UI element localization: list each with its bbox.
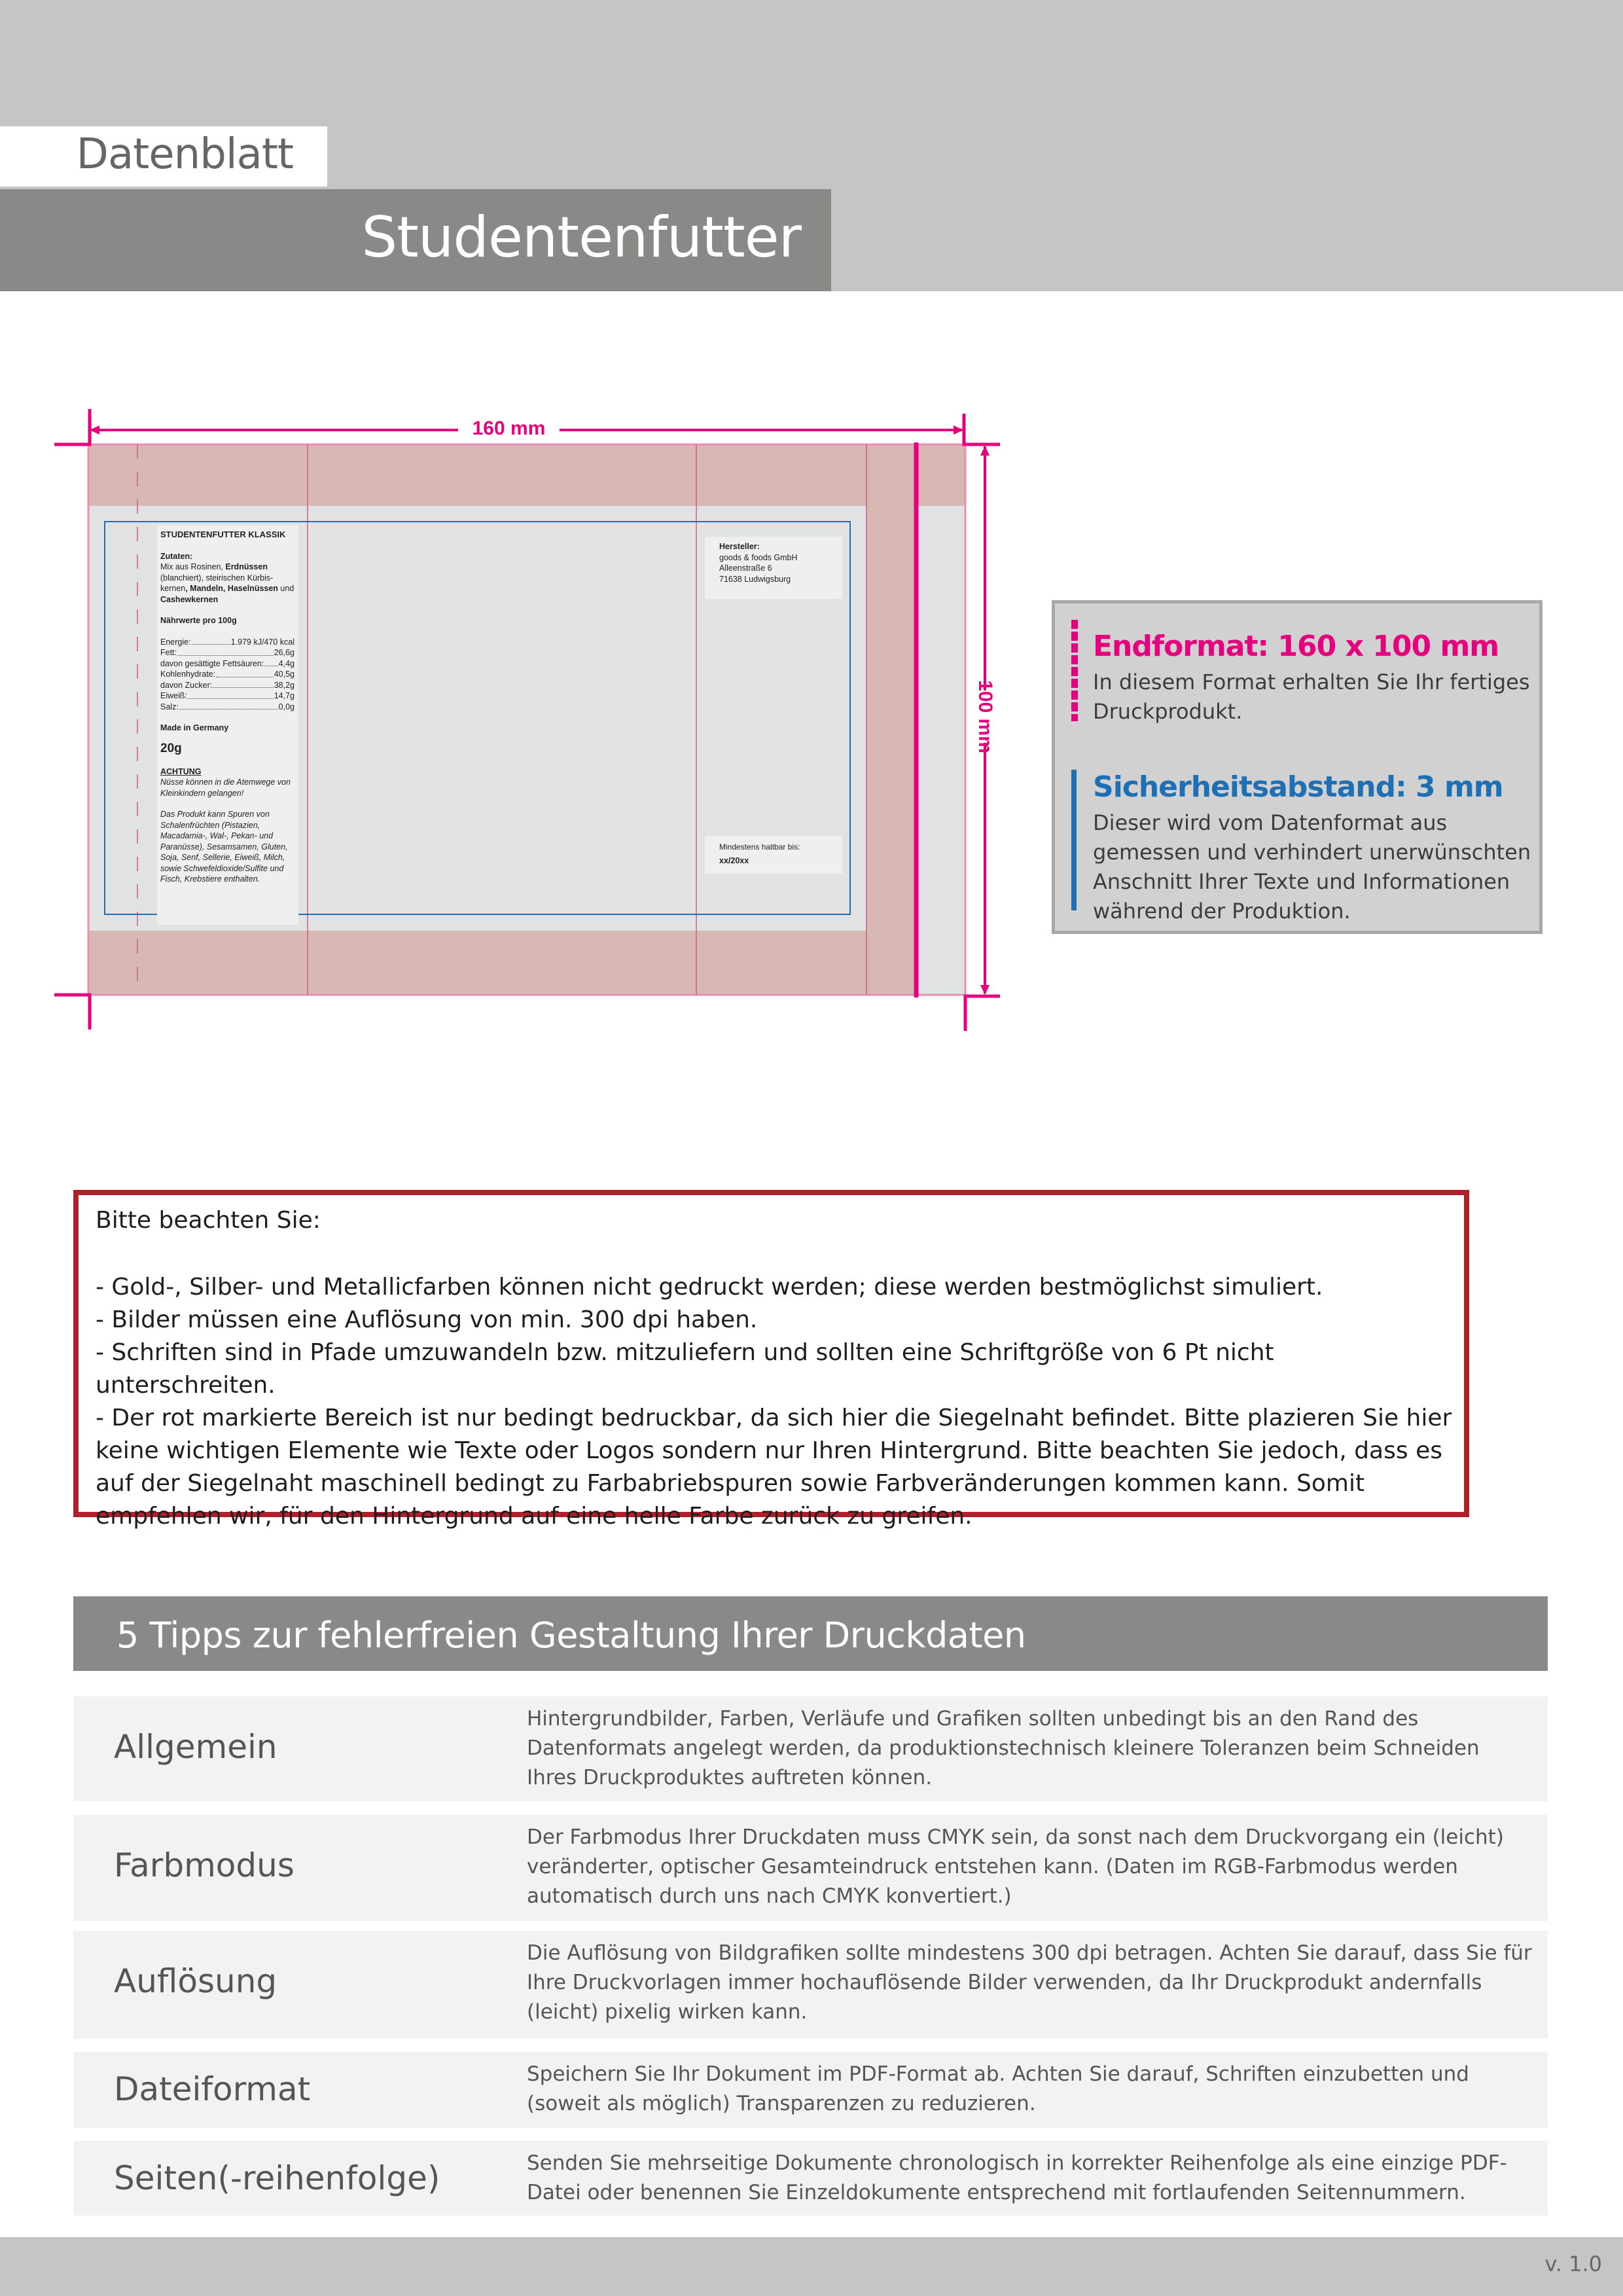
tip-text: Hintergrundbilder, Farben, Verläufe und Grafiken sollten unbedingt bis an den Rand des Datenformats angelegt werden, da produktionstechnisch kleinere Toleranzen beim Schneiden Ihres Druckproduktes auftreten können. bbox=[527, 1707, 1480, 1789]
title-bar bbox=[0, 189, 831, 291]
height-arrow-bottom bbox=[980, 985, 990, 995]
manufacturer-line: 71638 Ludwigsburg bbox=[719, 574, 791, 584]
crop-mark-top-left bbox=[54, 409, 90, 444]
manufacturer-panel bbox=[705, 537, 842, 599]
nutrient-value: 1.979 kJ/470 kcal bbox=[230, 637, 294, 647]
legend-box bbox=[1052, 600, 1543, 934]
version-label: v. 1.0 bbox=[1544, 2251, 1602, 2276]
nutrient-name: Fett: bbox=[160, 648, 177, 657]
nutrient-name: Salz: bbox=[160, 702, 179, 711]
nutrient-value: 40,5g bbox=[274, 670, 294, 679]
tip-label: Dateiformat bbox=[114, 2070, 311, 2108]
datenblatt-label: Datenblatt bbox=[76, 130, 293, 179]
notice-box bbox=[73, 1190, 1469, 1530]
warning-heading: ACHTUNG bbox=[160, 766, 202, 776]
tip-row-aufloesung bbox=[73, 1931, 1548, 2039]
tip-text: Senden Sie mehrseitige Dokumente chronologisch in korrekter Reihenfolge als eine einzige PDF-Datei oder benennen Sie Einzeldokumente entsprechend mit fortlaufenden Seitennummern. bbox=[527, 2151, 1507, 2204]
nutrient-value: 38,2g bbox=[274, 680, 294, 690]
best-before-value: xx/20xx bbox=[719, 855, 749, 865]
nutrition-row bbox=[160, 702, 294, 713]
footer-bar bbox=[0, 2237, 1623, 2296]
ingredients-text bbox=[160, 562, 298, 605]
endformat-title: Endformat: 160 x 100 mm bbox=[1093, 630, 1499, 663]
ingredients-heading: Zutaten: bbox=[160, 551, 193, 561]
datenblatt-tab bbox=[0, 126, 327, 187]
crop-mark-bottom-left bbox=[54, 995, 90, 1030]
warning-text: Nüsse können in die Atemwege von Kleinkindern gelangen! bbox=[160, 778, 291, 798]
nutrition-row bbox=[160, 658, 294, 670]
tip-row-allgemein bbox=[73, 1696, 1548, 1801]
width-arrow-right bbox=[954, 425, 963, 435]
height-arrow-top bbox=[980, 446, 990, 456]
leader-dots bbox=[192, 637, 230, 645]
ingredients-panel bbox=[157, 526, 298, 925]
ingredient-part: Erdnüssen bbox=[225, 562, 268, 571]
tip-text: Speichern Sie Ihr Dokument im PDF-Format ab. Achten Sie darauf, Schriften einzubetten und (soweit als möglich) Transparenzen zu reduzieren. bbox=[527, 2062, 1469, 2115]
safety-marker-icon bbox=[1071, 770, 1077, 910]
page-title: Studentenfutter bbox=[361, 205, 801, 270]
nutrition-table bbox=[160, 637, 298, 713]
endformat-marker-icon bbox=[1071, 620, 1078, 721]
seal-area-top bbox=[88, 444, 965, 506]
manufacturer-line: Alleenstraße 6 bbox=[719, 564, 772, 573]
ingredient-part: (blanchiert), steirischen Kürbis-kernen bbox=[160, 573, 274, 593]
net-weight: 20g bbox=[160, 741, 182, 755]
nutrition-heading: Nährwerte pro 100g bbox=[160, 616, 237, 625]
crop-mark-top-right bbox=[964, 414, 1000, 444]
tip-row-seitenreihenfolge bbox=[73, 2141, 1548, 2215]
tip-text: Die Auflösung von Bildgrafiken sollte mindestens 300 dpi betragen. Achten Sie darauf, dass Sie für Ihre Druckvorlagen immer hochauflösende Bilder verwenden, da Ihr Druckprodukt andernfalls (leicht) pixelig wirken kann. bbox=[527, 1941, 1532, 2024]
tip-row-farbmodus bbox=[73, 1815, 1548, 1921]
nutrient-name: Kohlenhydrate: bbox=[160, 670, 216, 679]
product-name: STUDENTENFUTTER KLASSIK bbox=[160, 529, 286, 539]
leader-dots bbox=[179, 702, 278, 710]
tips-heading-bar bbox=[73, 1596, 1548, 1671]
nutrient-name: Energie: bbox=[160, 637, 191, 647]
nutrient-value: 14,7g bbox=[274, 691, 294, 700]
height-dimension-label: 100 mm bbox=[974, 680, 996, 753]
tip-label: Allgemein bbox=[114, 1728, 277, 1766]
notice-heading: Bitte beachten Sie: bbox=[96, 1207, 321, 1234]
nutrient-name: davon gesättigte Fettsäuren: bbox=[160, 658, 264, 668]
nutrition-row bbox=[160, 637, 294, 648]
right-strip-bottom bbox=[916, 931, 965, 995]
nutrition-row bbox=[160, 647, 294, 658]
ingredient-part: und bbox=[277, 584, 294, 593]
safety-title: Sicherheitsabstand: 3 mm bbox=[1093, 770, 1503, 804]
best-before-label: Mindestens haltbar bis: bbox=[719, 842, 800, 852]
width-dimension-label: 160 mm bbox=[472, 418, 546, 439]
allergen-text: Das Produkt kann Spuren von Schalenfrüchten (Pistazien, Macadamia-, Wal-, Pekan- und Paranüsse), Sesamsamen, Gluten, Soja, Senf, Sellerie, Eiweiß, Milch, sowie Schwefeldioxide/Sulfite und Fisch, Krebstiere enthalten. bbox=[160, 810, 288, 884]
leader-dots bbox=[216, 669, 274, 677]
nutrient-value: 4,4g bbox=[278, 658, 294, 668]
tip-label: Seiten(-reihenfolge) bbox=[114, 2159, 440, 2197]
nutrition-row bbox=[160, 691, 294, 702]
crop-mark-bottom-right bbox=[965, 996, 1000, 1031]
endformat-text: In diesem Format erhalten Sie Ihr fertiges Druckprodukt. bbox=[1093, 670, 1530, 724]
tips-heading: 5 Tipps zur fehlerfreien Gestaltung Ihrer Druckdaten bbox=[116, 1615, 1026, 1656]
tip-text: Der Farbmodus Ihrer Druckdaten muss CMYK sein, da sonst nach dem Druckvorgang ein (leicht) veränderter, optischer Gesamteindruck entstehen kann. (Daten im RGB-Farbmodus werden automatisch durch uns nach CMYK konvertiert.) bbox=[527, 1825, 1504, 1908]
ingredient-part: , Mandeln, Haselnüssen bbox=[185, 584, 278, 593]
tip-row-dateiformat bbox=[73, 2052, 1548, 2128]
print-template-diagram bbox=[0, 393, 1047, 1047]
best-before-panel bbox=[705, 836, 842, 874]
ingredient-part: Cashewkernen bbox=[160, 594, 219, 604]
leader-dots bbox=[264, 658, 277, 667]
origin: Made in Germany bbox=[160, 723, 229, 732]
nutrient-value: 26,6g bbox=[274, 648, 294, 657]
notice-item: - Gold-, Silber- und Metallicfarben können nicht gedruckt werden; diese werden bestmöglichst simuliert. bbox=[96, 1274, 1323, 1300]
notice-list bbox=[96, 1271, 1457, 1533]
manufacturer-heading: Hersteller: bbox=[719, 542, 760, 551]
nutrition-row bbox=[160, 680, 294, 691]
notice-item: - Bilder müssen eine Auflösung von min. 300 dpi haben. bbox=[96, 1306, 758, 1333]
nutrient-value: 0,0g bbox=[278, 702, 294, 711]
tip-label: Auflösung bbox=[114, 1962, 277, 2000]
notice-item: - Der rot markierte Bereich ist nur bedingt bedruckbar, da sich hier die Siegelnaht befindet. Bitte plazieren Sie hier keine wichtigen Elemente wie Texte oder Logos sondern nur Ihren Hintergrund. Bitte beachten Sie jedoch, dass es auf der Siegelnaht maschinell bedingt zu Farbabriebspuren sowie Farbveränderungen kommen kann. Somit empfehlen wir, für den Hintergrund auf eine helle Farbe zurück zu greifen. bbox=[96, 1405, 1452, 1530]
notice-item: - Schriften sind in Pfade umzuwandeln bzw. mitzuliefern und sollten eine Schriftgröße von 6 Pt nicht unterschreiten. bbox=[96, 1339, 1274, 1399]
nutrient-name: Eiweiß: bbox=[160, 691, 187, 700]
leader-dots bbox=[177, 647, 274, 656]
seal-area-right bbox=[866, 444, 916, 995]
manufacturer-line: goods & foods GmbH bbox=[719, 552, 798, 562]
right-strip bbox=[916, 506, 965, 931]
ingredient-part: Mix aus Rosinen, bbox=[160, 562, 226, 571]
seal-area-bottom bbox=[88, 931, 965, 995]
tip-label: Farbmodus bbox=[114, 1846, 294, 1884]
right-strip-top bbox=[916, 444, 965, 506]
leader-dots bbox=[213, 680, 274, 689]
nutrition-row bbox=[160, 669, 294, 680]
safety-text: Dieser wird vom Datenformat aus gemessen und verhindert unerwünschten Anschnitt Ihrer Texte und Informationen während der Produktion. bbox=[1093, 810, 1531, 924]
nutrient-name: davon Zucker: bbox=[160, 680, 213, 690]
leader-dots bbox=[188, 691, 274, 699]
